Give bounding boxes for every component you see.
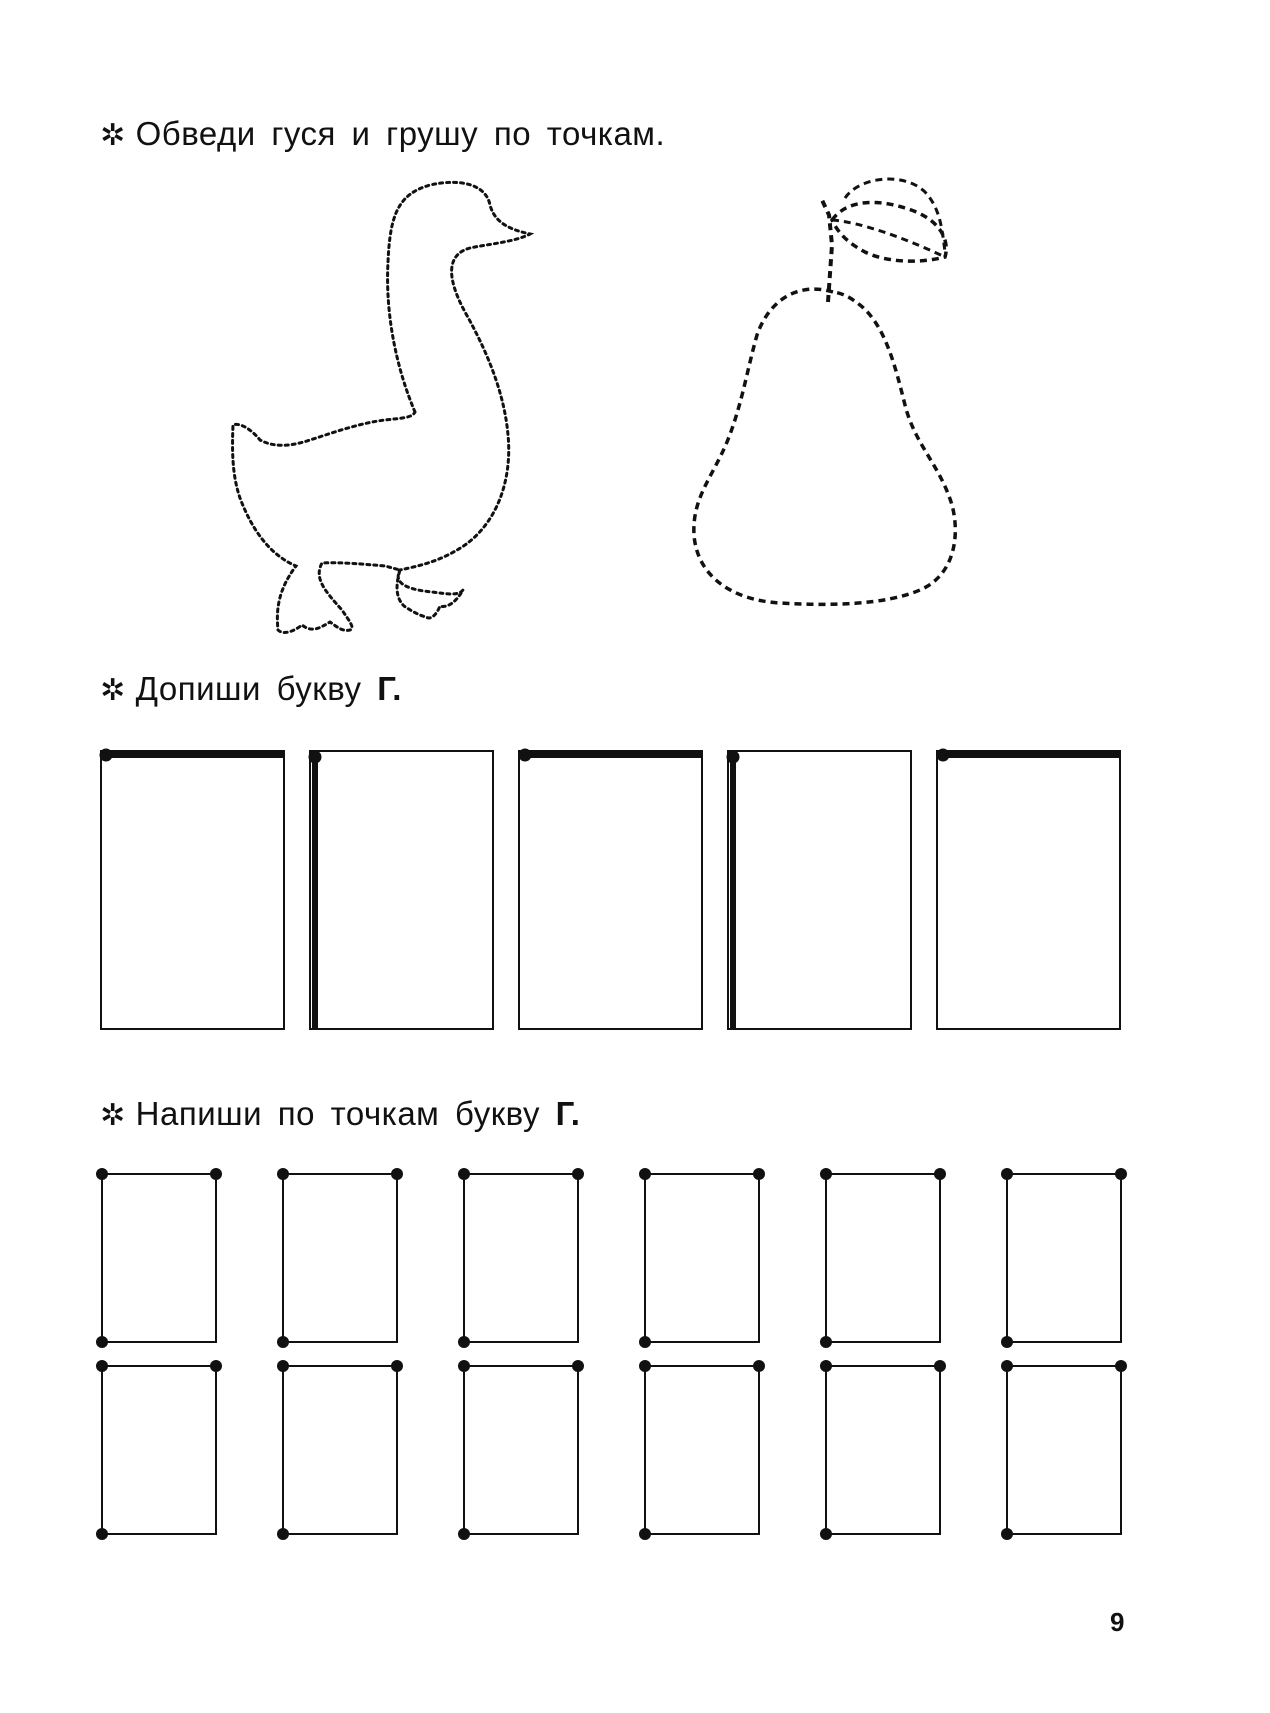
guide-dot [934,1360,946,1372]
guide-dot [1115,1360,1127,1372]
dot-letter-box[interactable] [820,1168,946,1348]
dot-letter-box[interactable] [639,1360,765,1540]
guide-dot [277,1168,289,1180]
guide-dot [277,1360,289,1372]
letter-box[interactable] [937,749,1120,1029]
guide-dot [572,1360,584,1372]
guide-dot [391,1168,403,1180]
guide-dot [391,1360,403,1372]
pear-leaf-vein [832,220,945,257]
pear-leaf-top [845,179,945,252]
guide-dot [96,1360,108,1372]
guide-dot [820,1336,832,1348]
guide-dot [820,1360,832,1372]
instruction-text: Обведи гуся и грушу по точкам. [135,115,666,152]
guide-dot [210,1168,222,1180]
guide-dot [277,1528,289,1540]
guide-dot [639,1168,651,1180]
guide-dot [458,1168,470,1180]
guide-dot [572,1168,584,1180]
guide-dot [1001,1336,1013,1348]
guide-dot [820,1528,832,1540]
letter-box[interactable] [727,751,911,1029]
pear-outline[interactable] [694,179,955,604]
pear-body [694,289,955,604]
guide-dot [639,1336,651,1348]
guide-dot [1001,1360,1013,1372]
pear-leaf [832,202,946,261]
dot-letter-box[interactable] [458,1168,584,1348]
letter-box[interactable] [519,749,702,1029]
guide-dot [96,1528,108,1540]
guide-dot [1115,1168,1127,1180]
guide-dot [753,1168,765,1180]
guide-dot [277,1336,289,1348]
instruction-text: Напиши по точкам букву [135,1095,540,1132]
asterisk-icon: ✲ [100,1099,126,1132]
guide-dot [96,1336,108,1348]
goose-outline[interactable] [233,182,530,632]
guide-dot [639,1528,651,1540]
letter-box[interactable] [309,751,493,1029]
guide-dot [820,1168,832,1180]
guide-dot [753,1360,765,1372]
dot-letter-box[interactable] [1001,1360,1127,1540]
guide-dot [639,1360,651,1372]
page-number: 9 [1110,1607,1125,1637]
guide-dot [458,1360,470,1372]
guide-dot [1001,1528,1013,1540]
guide-dot [458,1528,470,1540]
dot-letter-box[interactable] [277,1360,403,1540]
instruction-text: Допиши букву [135,670,362,707]
guide-dot [210,1360,222,1372]
target-letter: Г. [377,670,402,707]
guide-dot [934,1168,946,1180]
guide-dot [1001,1168,1013,1180]
finish-letter-boxes [100,749,1120,1029]
dot-letter-box[interactable] [1001,1168,1127,1348]
letter-box[interactable] [100,749,284,1029]
asterisk-icon: ✲ [100,119,126,152]
target-letter: Г. [555,1095,581,1132]
dot-letter-box[interactable] [277,1168,403,1348]
dot-letter-grid [96,1168,1127,1540]
dot-letter-box[interactable] [639,1168,765,1348]
dot-letter-box[interactable] [820,1360,946,1540]
guide-dot [458,1336,470,1348]
dot-letter-box[interactable] [96,1168,222,1348]
asterisk-icon: ✲ [100,674,126,707]
pear-stem [822,200,832,302]
dot-letter-box[interactable] [458,1360,584,1540]
dot-letter-box[interactable] [96,1360,222,1540]
guide-dot [96,1168,108,1180]
